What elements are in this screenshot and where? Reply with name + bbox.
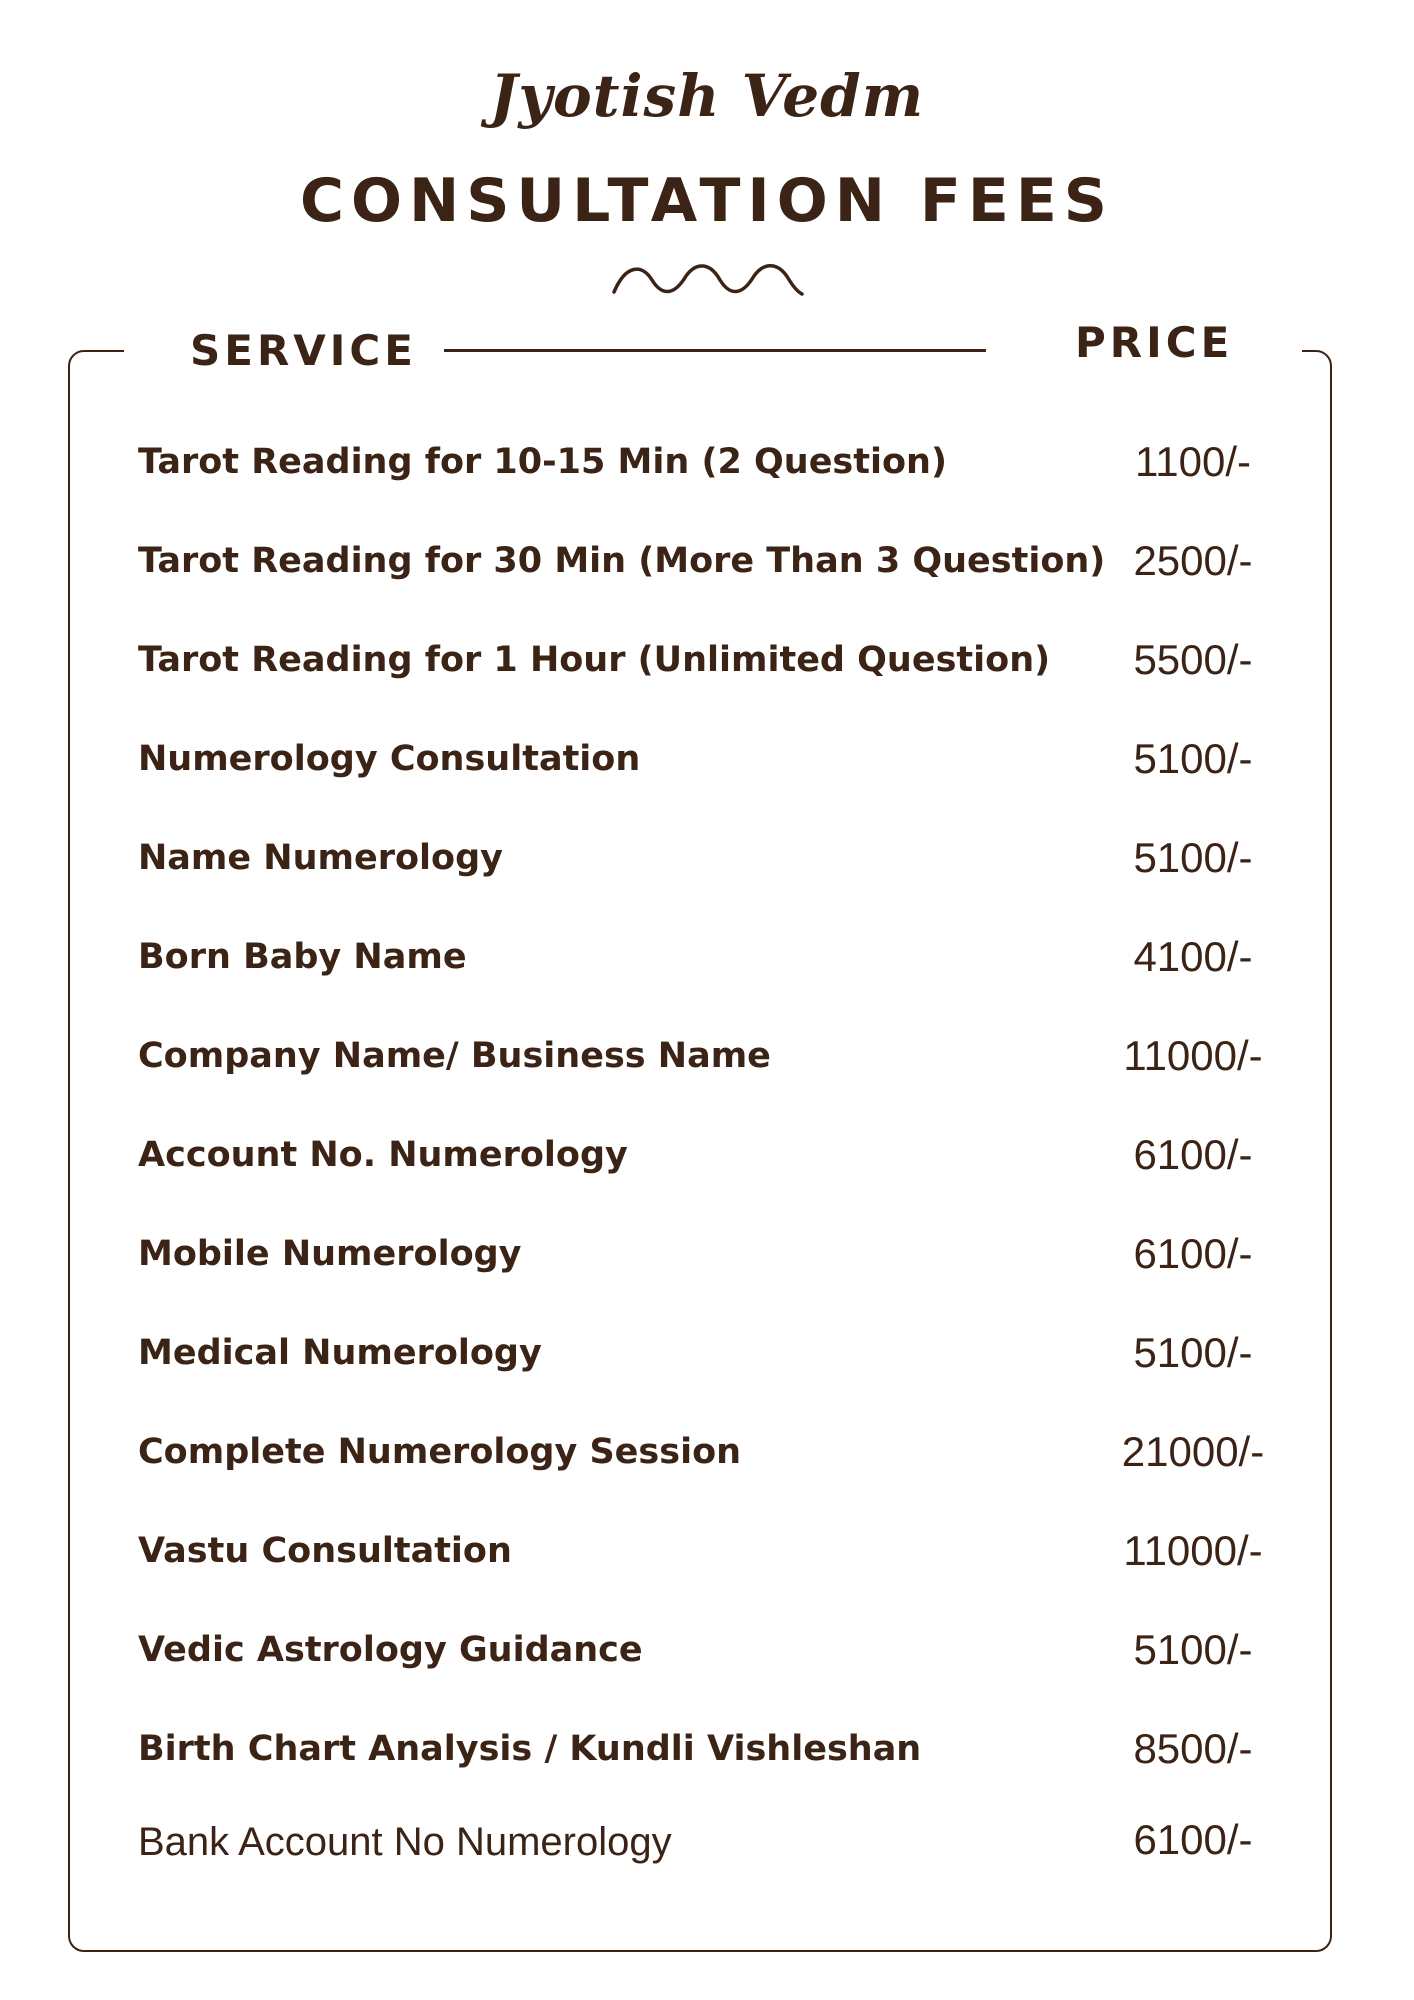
service-price: 11000/- — [1123, 1527, 1263, 1574]
table-row — [138, 929, 1298, 989]
table-row — [138, 1325, 1298, 1385]
service-name: Tarot Reading for 1 Hour (Unlimited Question) — [138, 640, 1051, 680]
service-name: Tarot Reading for 30 Min (More Than 3 Question) — [138, 541, 1106, 581]
table-row — [138, 830, 1298, 890]
table-row — [138, 533, 1298, 593]
table-row — [138, 1523, 1298, 1583]
service-price: 6100/- — [1133, 1816, 1253, 1863]
service-name: Vedic Astrology Guidance — [138, 1630, 643, 1670]
service-price: 8500/- — [1133, 1725, 1253, 1772]
page-title: CONSULTATION FEES — [299, 166, 1115, 236]
service-price: 2500/- — [1133, 537, 1253, 584]
service-price: 6100/- — [1133, 1230, 1253, 1277]
service-name: Complete Numerology Session — [138, 1432, 742, 1472]
service-price: 6100/- — [1133, 1131, 1253, 1178]
table-row — [138, 1028, 1298, 1088]
table-row — [138, 1721, 1298, 1781]
service-name: Mobile Numerology — [138, 1234, 522, 1274]
service-price: 5500/- — [1133, 636, 1253, 683]
service-name: Born Baby Name — [138, 937, 467, 977]
table-row — [138, 434, 1298, 494]
table-row — [138, 1226, 1298, 1286]
service-price: 5100/- — [1133, 834, 1253, 881]
table-row — [138, 1812, 1298, 1872]
service-column-header: SERVICE — [190, 326, 417, 375]
service-price: 11000/- — [1123, 1032, 1263, 1079]
service-name: Company Name/ Business Name — [138, 1036, 771, 1076]
table-row — [138, 632, 1298, 692]
service-name: Medical Numerology — [138, 1333, 542, 1373]
service-price: 5100/- — [1133, 735, 1253, 782]
service-price: 4100/- — [1133, 933, 1253, 980]
service-name: Name Numerology — [138, 838, 503, 878]
table-row — [138, 1127, 1298, 1187]
service-price: 5100/- — [1133, 1626, 1253, 1673]
service-name: Vastu Consultation — [138, 1531, 512, 1571]
service-price: 21000/- — [1121, 1428, 1265, 1475]
service-name: Account No. Numerology — [138, 1135, 628, 1175]
price-column-header: PRICE — [1075, 318, 1234, 367]
service-price: 5100/- — [1133, 1329, 1253, 1376]
table-row — [138, 731, 1298, 791]
table-row — [138, 1622, 1298, 1682]
service-name: Bank Account No Numerology — [138, 1820, 672, 1864]
brand-logo-text: Jyotish Vedm — [489, 62, 925, 130]
service-name: Birth Chart Analysis / Kundli Vishleshan — [138, 1729, 922, 1769]
service-price: 1100/- — [1135, 438, 1251, 485]
service-name: Numerology Consultation — [138, 739, 641, 779]
table-row — [138, 1424, 1298, 1484]
service-name: Tarot Reading for 10-15 Min (2 Question) — [138, 442, 947, 482]
